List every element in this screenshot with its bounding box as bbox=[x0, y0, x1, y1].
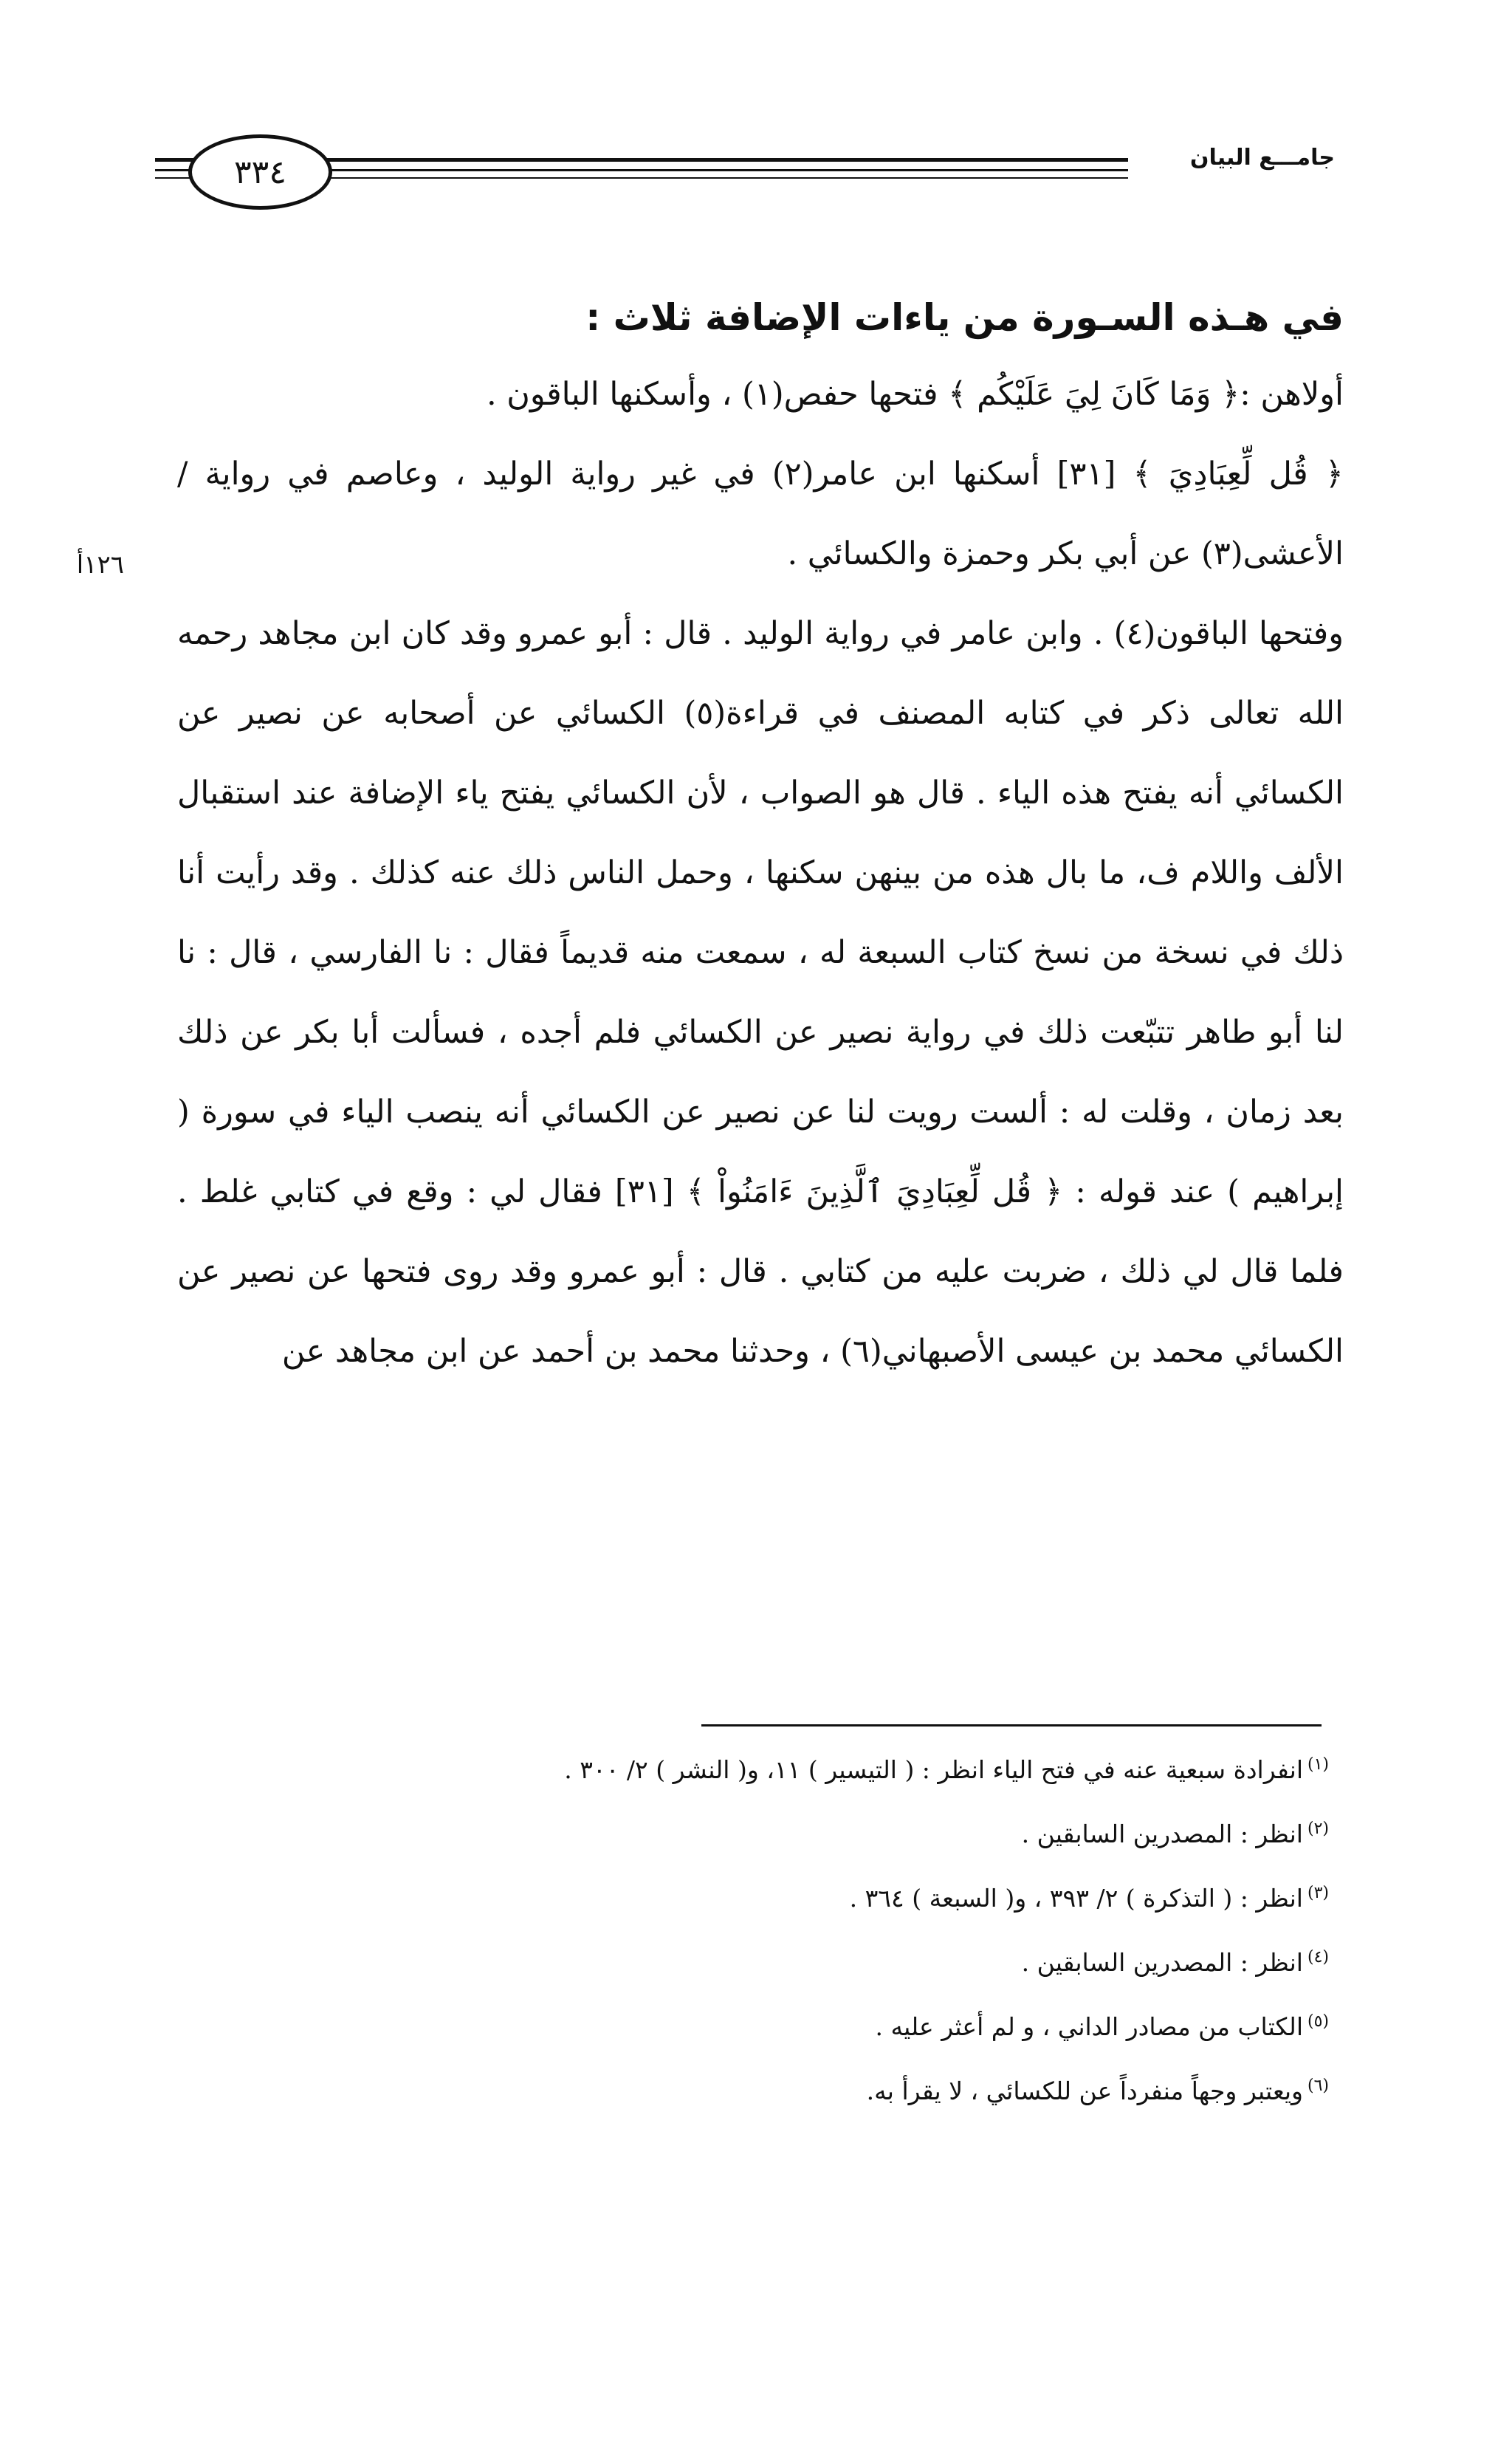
footnote-text: الكتاب من مصادر الداني ، و لم أعثر عليه . bbox=[875, 2012, 1303, 2041]
page-number bbox=[188, 134, 332, 210]
footnote-separator bbox=[701, 1724, 1322, 1727]
paragraph: أولاهن :﴿ وَمَا كَانَ لِيَ عَلَيْكُم ﴾ فتحها حفص(١) ، وأسكنها الباقون . bbox=[486, 376, 1344, 413]
footnote bbox=[177, 1735, 1329, 1800]
section-heading: في هـذه السـورة من ياءات الإضافة ثلاث : bbox=[585, 296, 1344, 339]
footnote bbox=[177, 1800, 1329, 1864]
footnote-number: (٦) bbox=[1307, 2077, 1329, 2095]
margin-reference: ١٢٦أ bbox=[76, 550, 124, 580]
footnote-number: (١) bbox=[1307, 1755, 1329, 1774]
footnote-number: (٤) bbox=[1307, 1948, 1329, 1966]
footnote bbox=[177, 2057, 1329, 2121]
footnote-text: انظر : المصدرين السابقين . bbox=[1021, 1948, 1303, 1977]
paragraph: وفتحها الباقون(٤) . وابن عامر في رواية الوليد . قال : أبو عمرو وقد كان ابن مجاهد رحمه الله تعالى ذكر في كتابه المصنف في قراءة(٥) الكسائي عن أصحابه عن نصير عن الكسائي أنه يفتح هذه الياء . قال هو الصواب ، لأن الكسائي يفتح ياء الإضافة عند استقبال الألف واللام ف، ما بال هذه من بينهن سكنها ، وحمل الناس ذلك عنه كذلك . وقد رأيت أنا ذلك في نسخة من نسخ كتاب السبعة له ، سمعت منه قديماً فقال : نا الفارسي ، قال : نا لنا أبو طاهر تتبّعت ذلك في رواية نصير عن الكسائي فلم أجده ، فسألت أبا بكر عن ذلك بعد زمان ، وقلت له : ألست رويت لنا عن نصير عن الكسائي أنه ينصب الياء في سورة ( إبراهيم ) عند قوله : ﴿ قُل لِّعِبَادِيَ ٱلَّذِينَ ءَامَنُواْ ﴾ [٣١] فقال لي : وقع في كتابي غلط . فلما قال لي ذلك ، ضربت عليه من كتابي . قال : أبو عمرو وقد روى فتحها عن نصير عن الكسائي محمد بن عيسى الأصبهاني(٦) ، وحدثنا محمد بن أحمد عن ابن مجاهد عن bbox=[177, 615, 1344, 1370]
footnote bbox=[177, 1928, 1329, 1992]
footnote-text: انظر : ( التذكرة ) ٢/ ٣٩٣ ، و( السبعة ) ٣٦٤ . bbox=[849, 1884, 1303, 1913]
footnote-number: (٣) bbox=[1307, 1884, 1329, 1902]
footnote-text: انفرادة سبعية عنه في فتح الياء انظر : ( التيسير ) ١١، و( النشر ) ٢/ ٣٠٠ . bbox=[564, 1755, 1303, 1784]
main-text bbox=[177, 281, 1344, 1391]
footnotes bbox=[177, 1735, 1329, 2121]
book-title: جامـــع البيان bbox=[1189, 145, 1335, 171]
footnote-number: (٢) bbox=[1307, 1820, 1329, 1838]
footnote bbox=[177, 1864, 1329, 1928]
footnote bbox=[177, 1992, 1329, 2057]
page-number-text: ٣٣٤ bbox=[234, 153, 286, 191]
footnote-text: ويعتبر وجهاً منفرداً عن للكسائي ، لا يقرأ به. bbox=[866, 2077, 1303, 2105]
footnote-number: (٥) bbox=[1307, 2012, 1329, 2031]
paragraph: ﴿ قُل لِّعِبَادِيَ ﴾ [٣١] أسكنها ابن عامر(٢) في غير رواية الوليد ، وعاصم في رواية / الأعشى(٣) عن أبي بكر وحمزة والكسائي . bbox=[177, 456, 1344, 572]
footnote-text: انظر : المصدرين السابقين . bbox=[1021, 1820, 1303, 1848]
